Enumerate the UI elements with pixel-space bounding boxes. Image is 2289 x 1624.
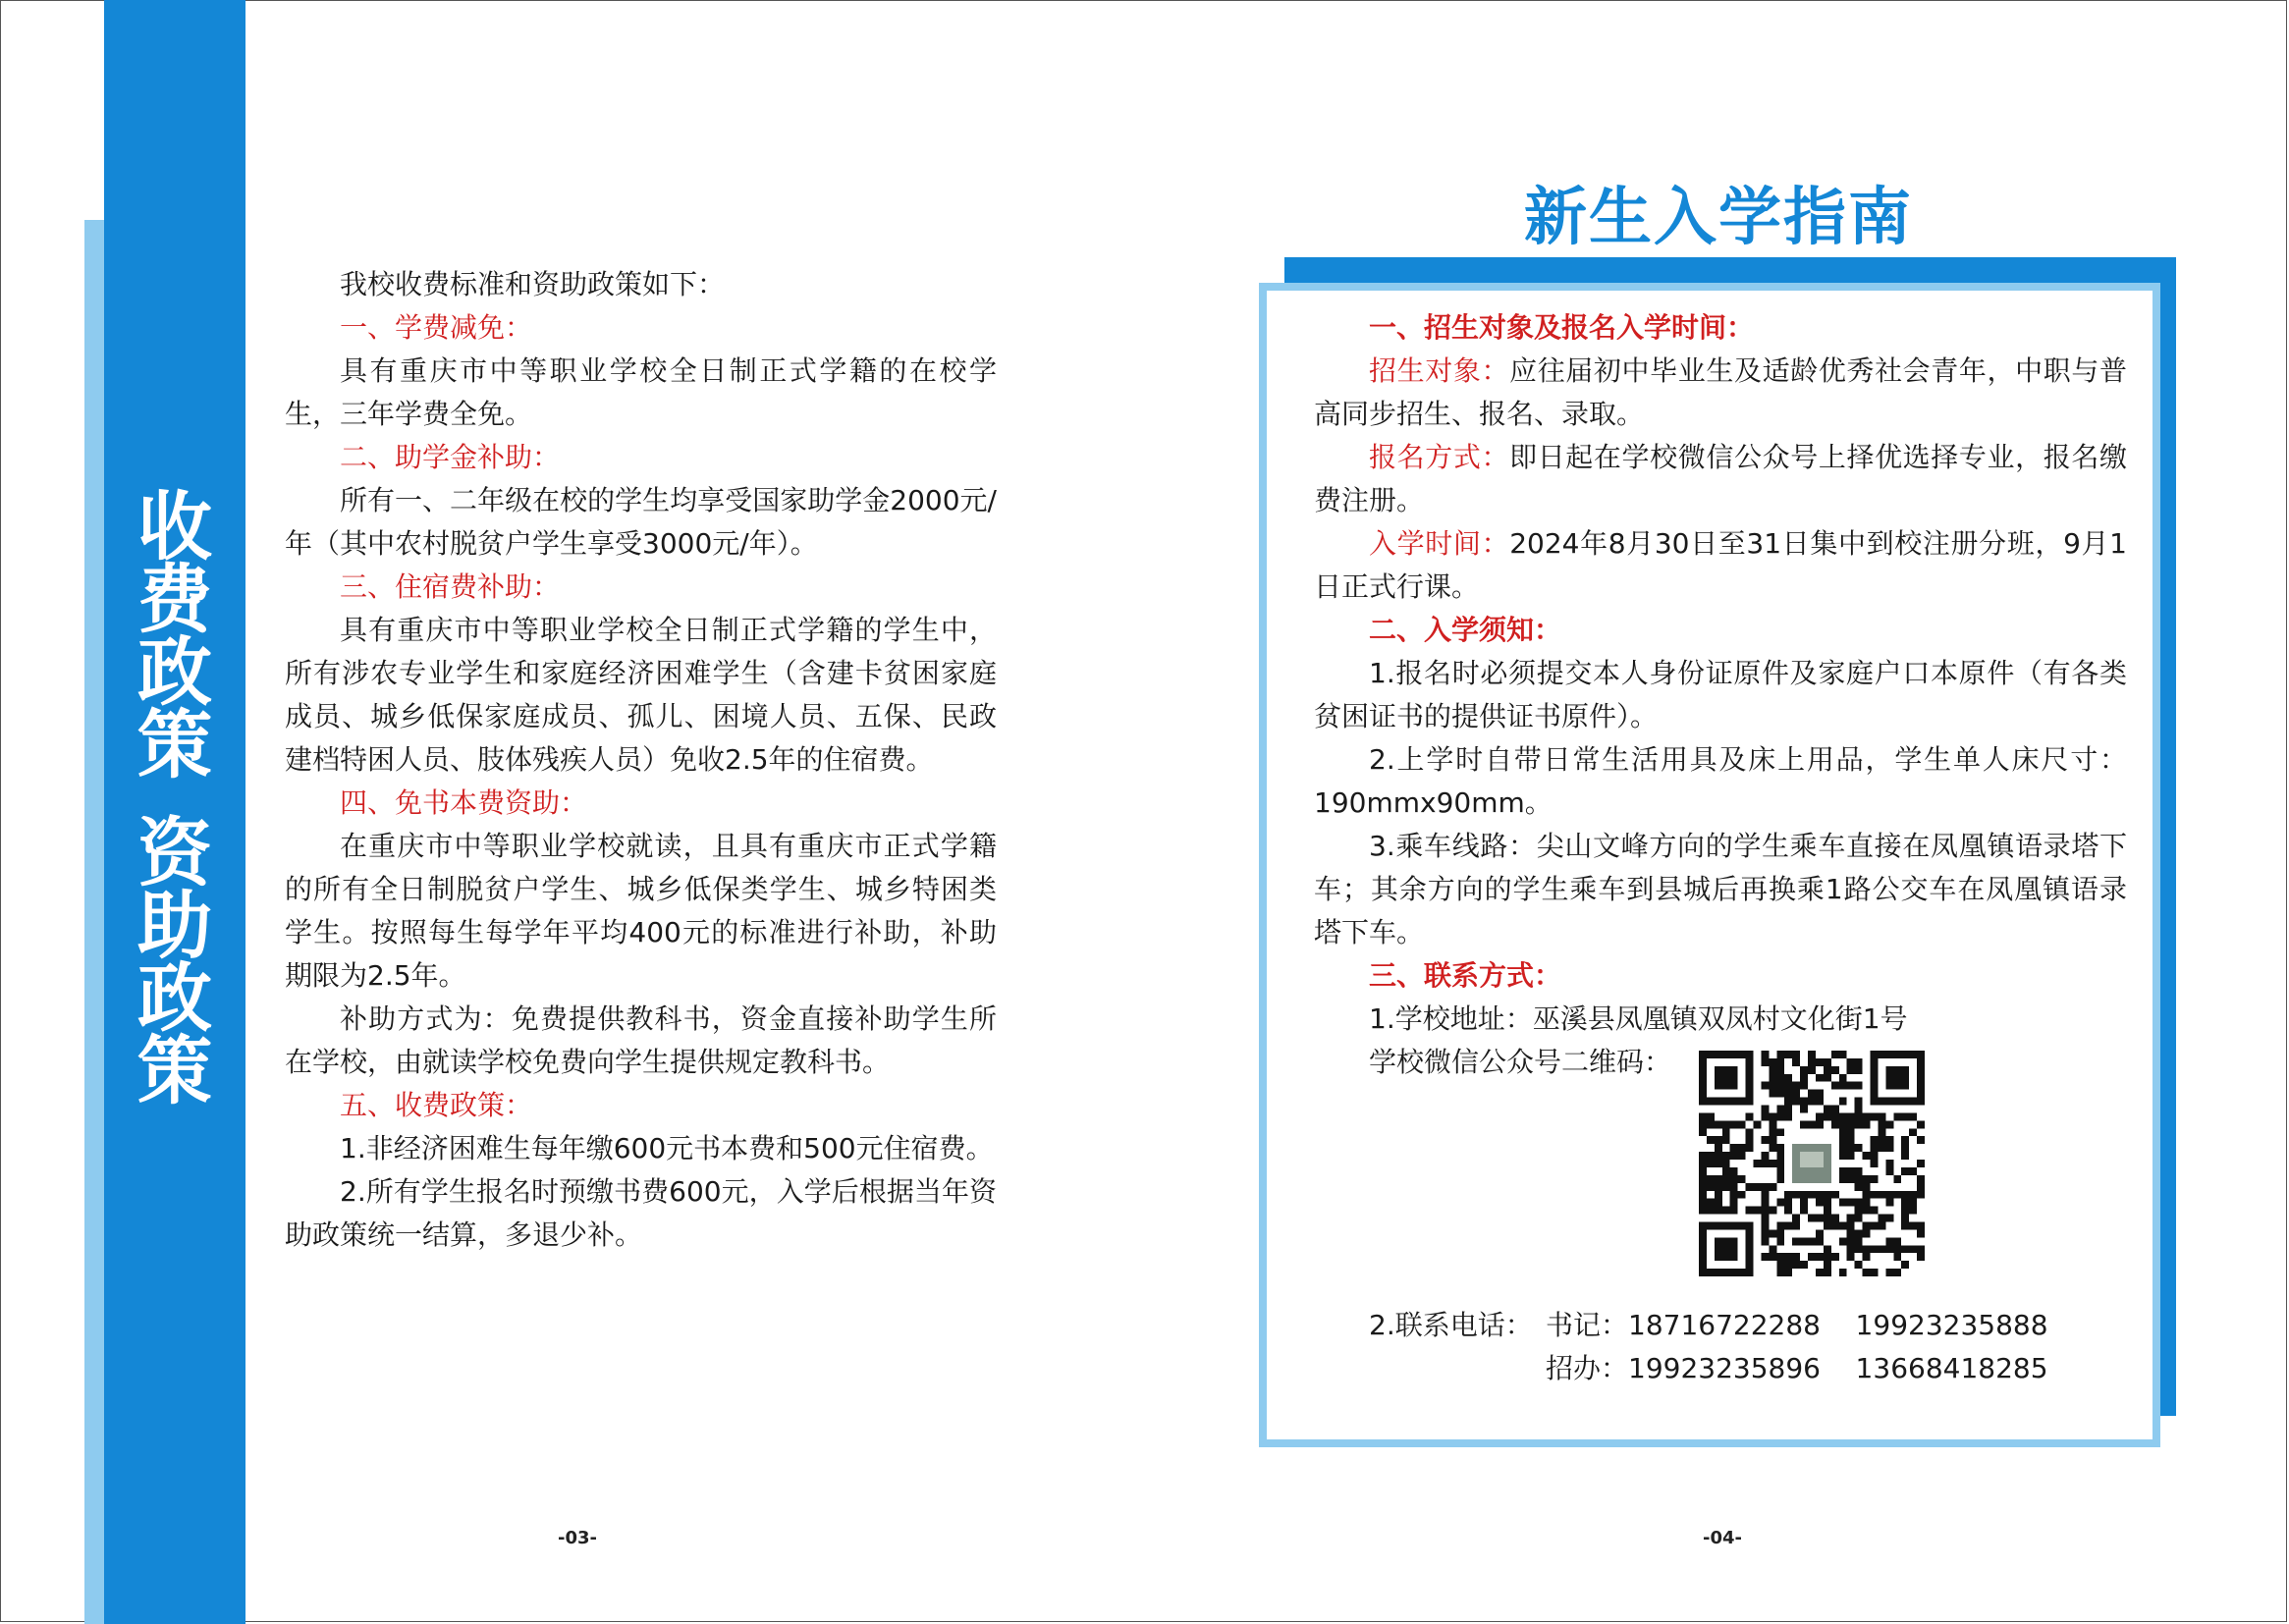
section-paragraph: 所有一、二年级在校的学生均享受国家助学金2000元/年（其中农村脱贫户学生享受3000元/年）。 — [285, 484, 997, 560]
intro-text: 我校收费标准和资助政策如下： — [340, 268, 726, 300]
banner-char: 政 — [137, 628, 212, 716]
section-heading-dorm: 三、住宿费补助： — [340, 570, 561, 603]
banner-char: 费 — [137, 556, 212, 643]
item-text: 即日起在学校微信公众号上择优选择专业，报名缴费注册。 — [1314, 441, 2127, 516]
section-heading-fees: 五、收费政策： — [340, 1089, 533, 1121]
section-heading-enrollment: 一、招生对象及报名入学时间： — [1369, 311, 1755, 344]
page-title: 新生入学指南 — [1524, 182, 1913, 254]
phone-block — [1314, 1304, 2127, 1390]
banner-light-stripe — [84, 220, 105, 1624]
item-label: 报名方式： — [1369, 441, 1510, 473]
enrollment-item — [1314, 436, 2127, 522]
qr-label: 学校微信公众号二维码： — [1369, 1046, 1672, 1078]
notice-item: 3.乘车线路：尖山文峰方向的学生乘车直接在凤凰镇语录塔下车；其余方向的学生乘车到县城后再换乘1路公交车在凤凰镇语录塔下车。 — [1314, 830, 2127, 948]
banner-char: 助 — [137, 882, 212, 969]
section-heading-tuition: 一、学费减免： — [340, 311, 533, 344]
notice-item: 2.上学时自带日常生活用具及床上用品，学生单人床尺寸：190mmx90mm。 — [1314, 743, 2127, 819]
fee-policy-content — [285, 263, 997, 1257]
section-heading-notice: 二、入学须知： — [1369, 614, 1562, 646]
banner-char: 策 — [137, 1027, 212, 1114]
section-paragraph: 具有重庆市中等职业学校全日制正式学籍的在校学生，三年学费全免。 — [285, 354, 997, 430]
section-heading-contact: 三、联系方式： — [1369, 959, 1562, 992]
section-paragraph: 1.非经济困难生每年缴600元书本费和500元住宿费。 — [340, 1132, 994, 1164]
banner-char: 收 — [137, 483, 212, 570]
enrollment-item — [1314, 350, 2127, 436]
wechat-qr-code-icon — [1699, 1051, 1925, 1276]
item-text: 2024年8月30日至31日集中到校注册分班，9月1日正式行课。 — [1314, 527, 2127, 603]
item-label: 入学时间： — [1369, 527, 1510, 560]
item-text: 应往届初中毕业生及适龄优秀社会青年，中职与普高同步招生、报名、录取。 — [1314, 354, 2127, 430]
section-heading-grant: 二、助学金补助： — [340, 441, 561, 473]
section-heading-books: 四、免书本费资助： — [340, 786, 588, 819]
section-paragraph: 具有重庆市中等职业学校全日制正式学籍的学生中，所有涉农专业学生和家庭经济困难学生（含建卡贫困家庭成员、城乡低保家庭成员、孤儿、困境人员、五保、民政建档特困人员、肢体残疾人员）免收2.5年的住宿费。 — [285, 614, 997, 776]
notice-item: 1.报名时必须提交本人身份证原件及家庭户口本原件（有各类贫困证书的提供证书原件）。 — [1314, 657, 2127, 732]
banner-char: 策 — [137, 701, 212, 788]
section-paragraph: 在重庆市中等职业学校就读，且具有重庆市正式学籍的所有全日制脱贫户学生、城乡低保类学生、城乡特困类学生。按照每生每学年平均400元的标准进行补助，补助期限为2.5年。 — [285, 830, 997, 992]
phone-label: 2.联系电话： — [1369, 1309, 1533, 1341]
item-label: 招生对象： — [1369, 354, 1510, 387]
enrollment-item — [1314, 522, 2127, 609]
enrollment-guide-content — [1314, 306, 2127, 1390]
page-number-left: -03- — [558, 1528, 597, 1548]
phone-line: 书记：18716722288 19923235888 — [1546, 1309, 2048, 1341]
section-paragraph: 2.所有学生报名时预缴书费600元，入学后根据当年资助政策统一结算，多退少补。 — [285, 1175, 997, 1251]
vertical-banner-title — [104, 483, 245, 1114]
qr-row — [1314, 1041, 2127, 1304]
phone-line: 招办：19923235896 13668418285 — [1546, 1352, 2048, 1384]
section-paragraph: 补助方式为：免费提供教科书，资金直接补助学生所在学校，由就读学校免费向学生提供规定教科书。 — [285, 1002, 997, 1078]
banner-char: 资 — [137, 809, 212, 896]
school-address: 1.学校地址：巫溪县凤凰镇双凤村文化街1号 — [1369, 1002, 1908, 1035]
banner-char: 政 — [137, 954, 212, 1042]
page-number-right: -04- — [1703, 1528, 1742, 1548]
